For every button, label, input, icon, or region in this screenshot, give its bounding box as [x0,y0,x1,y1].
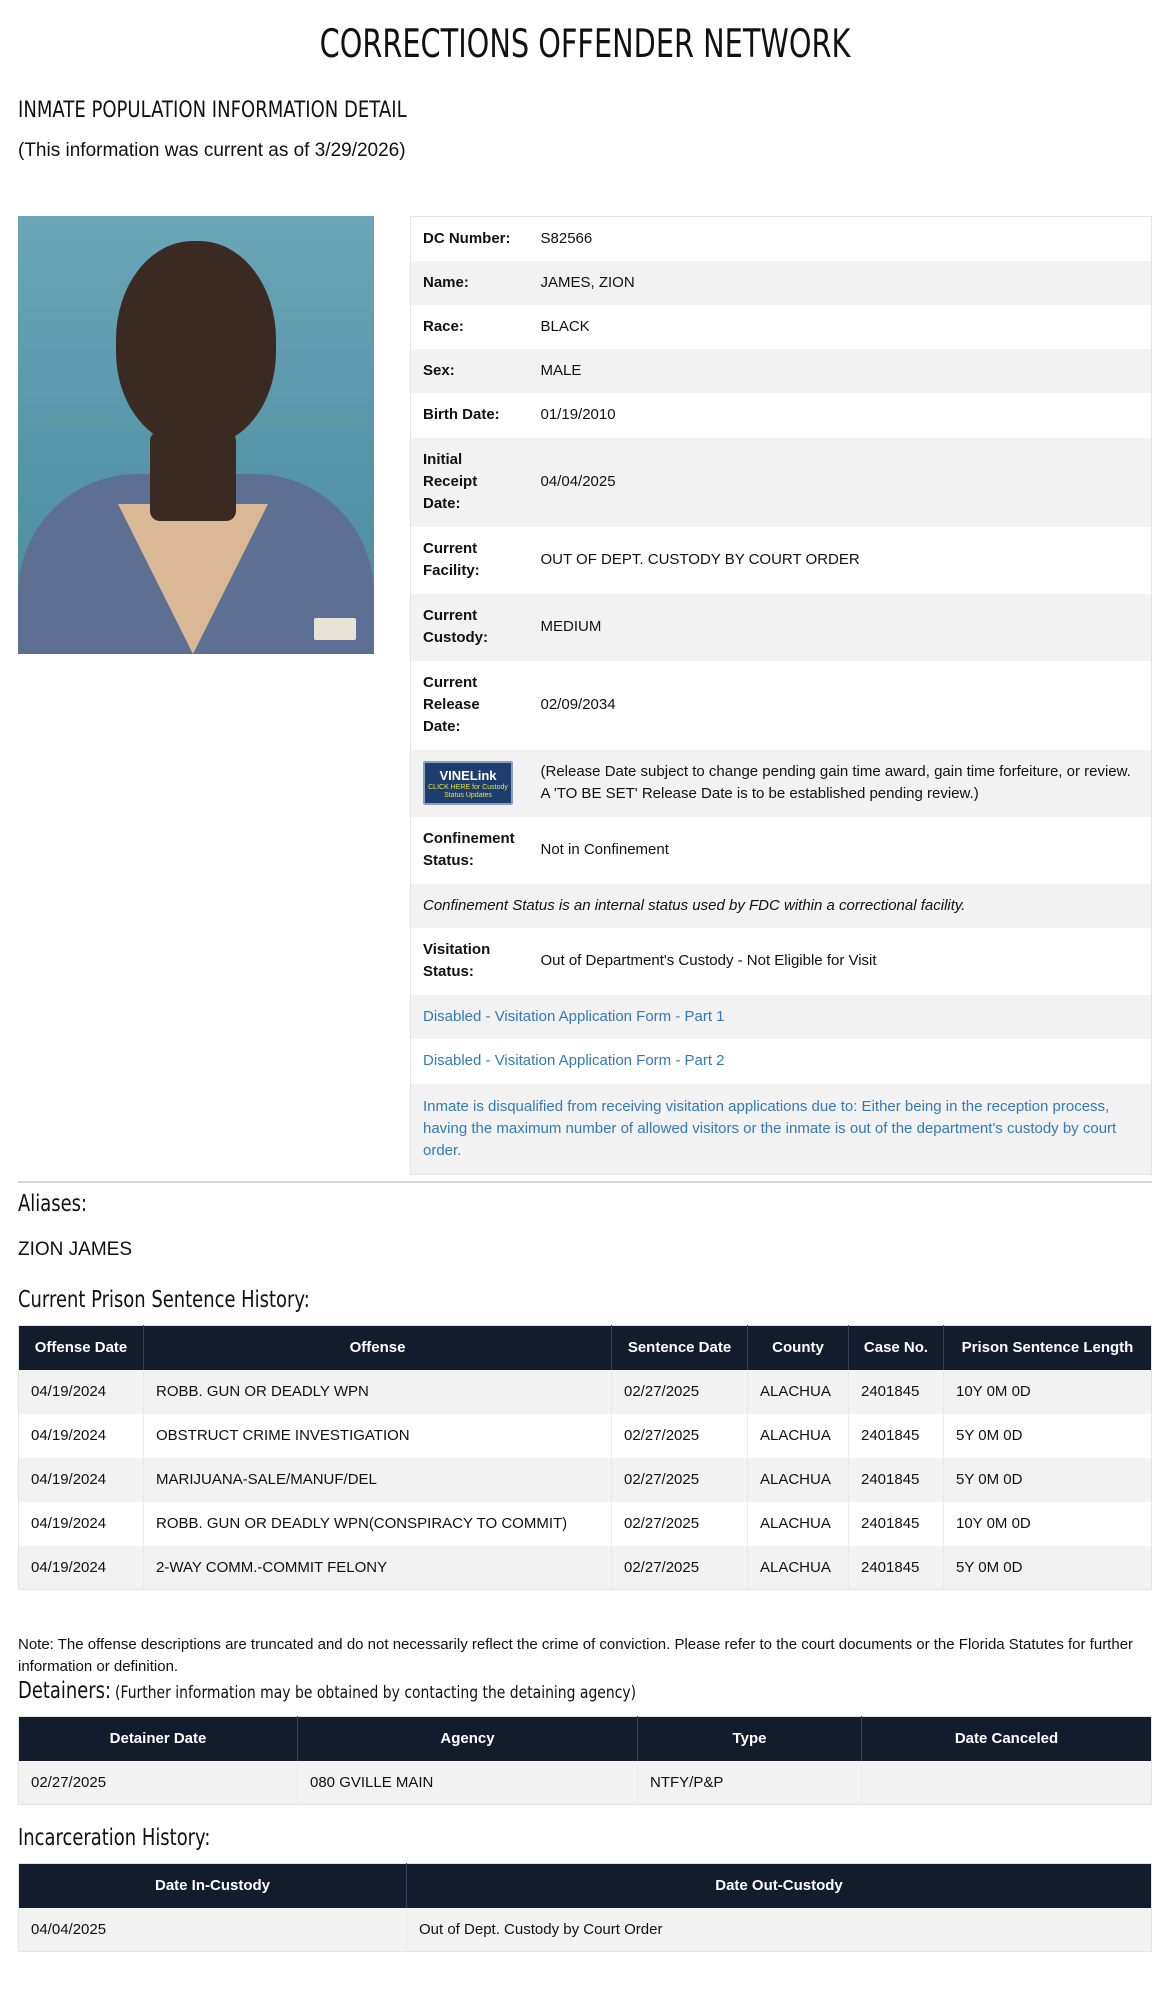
col-prison-sentence-length: Prison Sentence Length [944,1326,1152,1370]
sentence-length-cell: 5Y 0M 0D [944,1458,1152,1502]
table-row [19,1370,1152,1414]
sentence-date-cell: 02/27/2025 [612,1414,748,1458]
sentence-history-heading: Current Prison Sentence History: [18,1287,310,1313]
county-cell: ALACHUA [748,1546,849,1590]
row-confinement-note [411,884,1152,928]
row-name [411,261,1152,305]
sentence-length-cell: 10Y 0M 0D [944,1502,1152,1546]
sentence-length-cell: 5Y 0M 0D [944,1546,1152,1590]
name-value: JAMES, ZION [540,273,635,291]
row-birth-date [411,393,1152,438]
offense-cell: MARIJUANA-SALE/MANUF/DEL [144,1458,612,1502]
inmate-detail [18,216,1152,1181]
release-date-value: 02/09/2034 [540,696,616,713]
row-race [411,305,1152,349]
offense-date-cell: 04/19/2024 [19,1546,144,1590]
type-cell: NTFY/P&P [638,1761,862,1805]
offense-date-cell: 04/19/2024 [19,1370,144,1414]
initial-receipt-value: 04/04/2025 [540,473,616,490]
offense-date-cell: 04/19/2024 [19,1502,144,1546]
dc-number-label: DC Number: [423,229,511,247]
visitation-status-label: Visitation Status: [423,941,491,980]
row-sex [411,349,1152,393]
col-agency: Agency [298,1717,638,1761]
visitation-disqualified-note: Inmate is disqualified from receiving visitation applications due to: Either being in the reception process, having the maximum number of allowed visitors or the inmate is out of the department's custody by court order. [423,1097,1117,1159]
county-cell: ALACHUA [748,1502,849,1546]
release-date-label: Current Release Date: [423,674,480,735]
incarceration-history-heading: Incarceration History: [18,1825,211,1851]
race-label: Race: [423,317,464,335]
birth-date-value: 01/19/2010 [540,406,616,423]
date-out-custody-cell: Out of Dept. Custody by Court Order [407,1908,1152,1952]
incarceration-header-row [19,1864,1152,1908]
detainer-date-cell: 02/27/2025 [19,1761,298,1805]
visitation-form-part-1-link[interactable]: Disabled - Visitation Application Form - Part 1 [423,1007,725,1025]
offense-cell: ROBB. GUN OR DEADLY WPN [144,1370,612,1414]
current-facility-label: Current Facility: [423,540,480,579]
current-as-of: (This information was current as of 3/29/2026) [18,140,406,161]
inmate-photo [18,216,374,654]
row-visitation-disqualified [411,1084,1152,1175]
vinelink-logo-button[interactable] [423,761,513,805]
detainers-table [18,1716,1152,1805]
detainers-subheading: (Further information may be obtained by contacting the detaining agency) [115,1683,637,1703]
row-current-facility [411,527,1152,594]
agency-cell: 080 GVILLE MAIN [298,1761,638,1805]
detainers-header-row [19,1717,1152,1761]
col-detainer-date: Detainer Date [19,1717,298,1761]
offense-date-cell: 04/19/2024 [19,1414,144,1458]
current-custody-value: MEDIUM [540,618,602,635]
county-cell: ALACHUA [748,1370,849,1414]
vinelink-logo-small: CLICK HERE for Custody Status Updates [428,784,508,799]
case-no-cell: 2401845 [849,1458,944,1502]
incarceration-history-table [18,1863,1152,1952]
visitation-form-part-2-link[interactable]: Disabled - Visitation Application Form - Part 2 [423,1052,725,1069]
row-visitation-form-2 [411,1039,1152,1084]
date-canceled-cell [862,1761,1152,1805]
section-divider [18,1181,1152,1183]
offense-cell: ROBB. GUN OR DEADLY WPN(CONSPIRACY TO COMMIT) [144,1502,612,1546]
race-value: BLACK [540,317,590,335]
name-label: Name: [423,273,469,291]
table-row [19,1908,1152,1952]
table-row [19,1458,1152,1502]
col-date-in-custody: Date In-Custody [19,1864,407,1908]
offense-cell: OBSTRUCT CRIME INVESTIGATION [144,1414,612,1458]
row-visitation-status [411,928,1152,995]
offense-description-note: Note: The offense descriptions are truncated and do not necessarily reflect the crime of conviction. Please refer to the court documents or the Florida Statutes for further information or definition. [18,1636,1134,1675]
offense-cell: 2-WAY COMM.-COMMIT FELONY [144,1546,612,1590]
sentence-history-header-row [19,1326,1152,1370]
confinement-note: Confinement Status is an internal status used by FDC within a correctional facility. [423,896,966,914]
dc-number-value: S82566 [540,229,593,247]
sentence-date-cell: 02/27/2025 [612,1458,748,1502]
case-no-cell: 2401845 [849,1414,944,1458]
row-release-date [411,661,1152,750]
col-sentence-date: Sentence Date [612,1326,748,1370]
county-cell: ALACHUA [748,1414,849,1458]
row-initial-receipt [411,438,1152,527]
county-cell: ALACHUA [748,1458,849,1502]
confinement-status-label: Confinement Status: [423,830,515,869]
sex-label: Sex: [423,361,455,379]
sentence-date-cell: 02/27/2025 [612,1546,748,1590]
release-note: (Release Date subject to change pending gain time award, gain time forfeiture, or review. A 'TO BE SET' Release Date is to be established pending review.) [540,763,1131,802]
sentence-history-table [18,1325,1152,1590]
vinelink-logo-text: VINELink [439,768,497,783]
table-row [19,1761,1152,1805]
col-county: County [748,1326,849,1370]
detainers-heading: Detainers: [18,1678,112,1704]
row-visitation-form-1 [411,995,1152,1039]
sentence-length-cell: 10Y 0M 0D [944,1370,1152,1414]
aliases-value: ZION JAMES [18,1239,133,1260]
sentence-date-cell: 02/27/2025 [612,1370,748,1414]
sentence-date-cell: 02/27/2025 [612,1502,748,1546]
case-no-cell: 2401845 [849,1502,944,1546]
offense-date-cell: 04/19/2024 [19,1458,144,1502]
sex-value: MALE [540,361,582,379]
col-offense: Offense [144,1326,612,1370]
col-date-out-custody: Date Out-Custody [407,1864,1152,1908]
sentence-length-cell: 5Y 0M 0D [944,1414,1152,1458]
col-offense-date: Offense Date [19,1326,144,1370]
aliases-heading: Aliases: [18,1191,88,1217]
table-row [19,1546,1152,1590]
col-type: Type [638,1717,862,1761]
site-title: CORRECTIONS OFFENDER NETWORK [319,22,851,67]
date-in-custody-cell: 04/04/2025 [19,1908,407,1952]
current-custody-label: Current Custody: [423,607,488,646]
table-row [19,1414,1152,1458]
photo-head [116,241,276,446]
page-subtitle: INMATE POPULATION INFORMATION DETAIL [18,98,407,123]
current-facility-value: OUT OF DEPT. CUSTODY BY COURT ORDER [540,551,860,568]
inmate-info-table [410,216,1152,1175]
row-dc-number [411,217,1152,261]
row-release-note [411,750,1152,817]
row-confinement-status [411,817,1152,884]
col-date-canceled: Date Canceled [862,1717,1152,1761]
visitation-status-value: Out of Department's Custody - Not Eligible for Visit [540,952,877,969]
initial-receipt-label: Initial Receipt Date: [423,451,478,512]
col-case-no: Case No. [849,1326,944,1370]
photo-id-badge [314,618,356,640]
table-row [19,1502,1152,1546]
case-no-cell: 2401845 [849,1546,944,1590]
case-no-cell: 2401845 [849,1370,944,1414]
confinement-status-value: Not in Confinement [540,841,669,858]
row-current-custody [411,594,1152,661]
birth-date-label: Birth Date: [423,406,500,423]
